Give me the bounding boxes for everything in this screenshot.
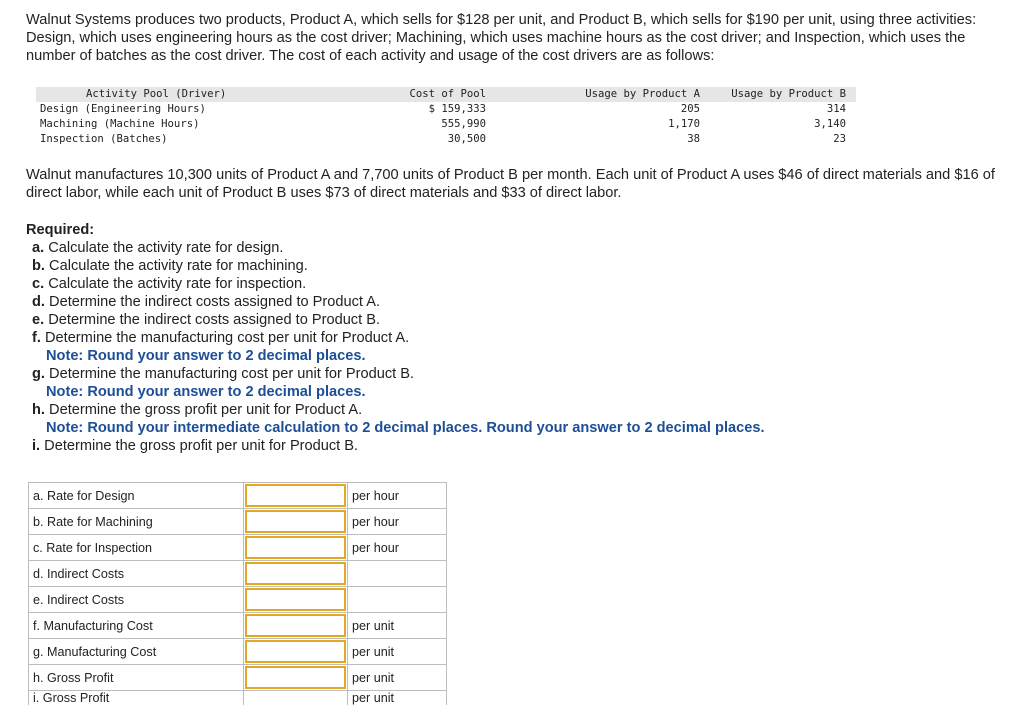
item-text: Determine the indirect costs assigned to Product B.	[48, 312, 380, 328]
answer-input-b[interactable]	[245, 510, 346, 533]
cost-value: 30,500	[352, 132, 536, 147]
answer-input-d[interactable]	[245, 562, 346, 585]
header-activity-pool: Activity Pool (Driver)	[36, 87, 352, 102]
answer-unit: per hour	[348, 509, 447, 535]
answer-label: g. Manufacturing Cost	[29, 639, 244, 665]
required-title: Required:	[26, 221, 1016, 239]
answer-unit	[348, 587, 447, 613]
intro-paragraph: Walnut Systems produces two products, Product A, which sells for $128 per unit, and Product B, which sells for $190 per unit, using three activities: Design, which uses engineering hours as the cost driver; Machining, which uses machine hours as the cost driver; and Inspection, which uses the number of batches as the cost driver. The cost of each activity and usage of the cost drivers are as follows:	[26, 11, 1016, 65]
required-item-f	[26, 329, 1016, 347]
header-cost-of-pool: Cost of Pool	[352, 87, 536, 102]
note-intermediate-h: Note: Round your intermediate calculation to 2 decimal places. Round your answer to 2 decimal places.	[26, 419, 1016, 437]
answer-row-g	[29, 639, 447, 665]
answer-input-g[interactable]	[245, 640, 346, 663]
answer-unit: per hour	[348, 535, 447, 561]
item-letter: g.	[32, 366, 45, 382]
answer-label: c. Rate for Inspection	[29, 535, 244, 561]
item-letter: a.	[32, 240, 44, 256]
required-section	[26, 221, 1016, 455]
answer-unit: per unit	[348, 613, 447, 639]
required-item-e	[26, 311, 1016, 329]
answer-row-h	[29, 665, 447, 691]
usage-b-value: 314	[706, 102, 856, 117]
table-row	[36, 132, 856, 147]
answer-label: a. Rate for Design	[29, 483, 244, 509]
header-usage-b: Usage by Product B	[706, 87, 856, 102]
usage-b-value: 3,140	[706, 117, 856, 132]
answer-label: h. Gross Profit	[29, 665, 244, 691]
activity-name: Design (Engineering Hours)	[36, 102, 352, 117]
answer-label: d. Indirect Costs	[29, 561, 244, 587]
answer-row-c	[29, 535, 447, 561]
cost-value: 555,990	[352, 117, 536, 132]
answer-unit: per unit	[348, 639, 447, 665]
required-item-i	[26, 437, 1016, 455]
item-letter: f.	[32, 330, 41, 346]
table-row	[36, 117, 856, 132]
answer-unit: per unit	[348, 691, 447, 705]
answer-unit	[348, 561, 447, 587]
note-round-g: Note: Round your answer to 2 decimal places.	[26, 383, 1016, 401]
answer-row-d	[29, 561, 447, 587]
item-text: Calculate the activity rate for machining.	[49, 258, 308, 274]
usage-a-value: 38	[536, 132, 706, 147]
item-text: Determine the gross profit per unit for Product A.	[49, 402, 362, 418]
required-item-d	[26, 293, 1016, 311]
note-round-f: Note: Round your answer to 2 decimal places.	[26, 347, 1016, 365]
answer-label: i. Gross Profit	[29, 691, 244, 705]
answer-label: b. Rate for Machining	[29, 509, 244, 535]
activity-table-header	[36, 87, 856, 102]
answer-table	[28, 482, 447, 705]
answer-row-f	[29, 613, 447, 639]
required-item-c	[26, 275, 1016, 293]
item-text: Determine the gross profit per unit for Product B.	[44, 438, 358, 454]
item-letter: i.	[32, 438, 40, 454]
production-paragraph: Walnut manufactures 10,300 units of Product A and 7,700 units of Product B per month. Each unit of Product A uses $46 of direct materials and $16 of direct labor, while each unit of Product B uses $73 of direct materials and $33 of direct labor.	[26, 166, 1006, 202]
answer-label: f. Manufacturing Cost	[29, 613, 244, 639]
required-item-h	[26, 401, 1016, 419]
item-letter: d.	[32, 294, 45, 310]
answer-input-a[interactable]	[245, 484, 346, 507]
cost-value: $ 159,333	[352, 102, 536, 117]
header-usage-a: Usage by Product A	[536, 87, 706, 102]
item-letter: e.	[32, 312, 44, 328]
answer-input-i[interactable]	[244, 691, 348, 705]
answer-row-e	[29, 587, 447, 613]
required-item-a	[26, 239, 1016, 257]
answer-row-b	[29, 509, 447, 535]
answer-label: e. Indirect Costs	[29, 587, 244, 613]
answer-input-f[interactable]	[245, 614, 346, 637]
item-text: Calculate the activity rate for inspection.	[48, 276, 306, 292]
required-item-b	[26, 257, 1016, 275]
answer-input-e[interactable]	[245, 588, 346, 611]
answer-unit: per hour	[348, 483, 447, 509]
usage-a-value: 1,170	[536, 117, 706, 132]
required-item-g	[26, 365, 1016, 383]
item-letter: c.	[32, 276, 44, 292]
answer-input-c[interactable]	[245, 536, 346, 559]
usage-b-value: 23	[706, 132, 856, 147]
activity-name: Machining (Machine Hours)	[36, 117, 352, 132]
answer-unit: per unit	[348, 665, 447, 691]
activity-table	[36, 87, 856, 147]
answer-row-a	[29, 483, 447, 509]
answer-input-h[interactable]	[245, 666, 346, 689]
table-row	[36, 102, 856, 117]
item-letter: h.	[32, 402, 45, 418]
item-text: Calculate the activity rate for design.	[48, 240, 283, 256]
usage-a-value: 205	[536, 102, 706, 117]
item-text: Determine the indirect costs assigned to Product A.	[49, 294, 380, 310]
item-text: Determine the manufacturing cost per unit for Product A.	[45, 330, 409, 346]
answer-row-i	[29, 691, 447, 705]
item-text: Determine the manufacturing cost per unit for Product B.	[49, 366, 414, 382]
activity-name: Inspection (Batches)	[36, 132, 352, 147]
item-letter: b.	[32, 258, 45, 274]
